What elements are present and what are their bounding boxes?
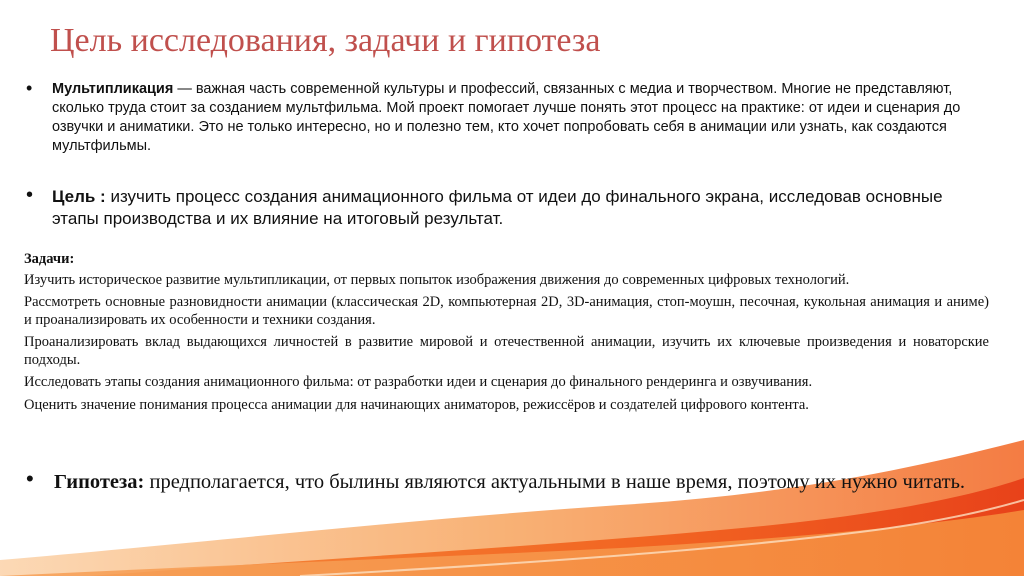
task-item: Исследовать этапы создания анимационного фильма: от разработки идеи и сценария до финального рендеринга и озвучивания. xyxy=(24,374,813,390)
intro-paragraph xyxy=(26,78,982,156)
tasks-section xyxy=(24,251,989,419)
hypothesis-text: предполагается, что былины являются актуальными в наше время, поэтому их нужно читать. xyxy=(144,471,966,493)
hypothesis-label: Гипотеза: xyxy=(54,471,145,493)
slide-title: Цель исследования, задачи и гипотеза xyxy=(50,22,601,59)
bullet-marker: • xyxy=(26,78,33,98)
bullet-marker: • xyxy=(26,466,34,491)
goal-label: Цель : xyxy=(52,187,106,206)
task-item: Оценить значение понимания процесса анимации для начинающих аниматоров, режиссёров и создателей цифрового контента. xyxy=(24,396,809,413)
task-item: Проанализировать вклад выдающихся личностей в развитие мировой и отечественной анимации, изучить их ключевые произведения и новаторские подходы. xyxy=(24,334,989,368)
hypothesis-paragraph xyxy=(26,466,984,494)
tasks-heading: Задачи: xyxy=(24,251,75,267)
goal-paragraph xyxy=(26,184,982,230)
task-item: Изучить историческое развитие мультипликации, от первых попыток изображения движения до современных цифровых технологий. xyxy=(24,271,850,288)
intro-term: Мультипликация xyxy=(52,81,174,97)
bullet-marker: • xyxy=(26,184,34,206)
task-item: Рассмотреть основные разновидности анимации (классическая 2D, компьютерная 2D, 3D-анимация, стоп-моушн, песочная, кукольная анимация и аниме) и проанализировать их особенности и техники создания. xyxy=(24,294,989,328)
intro-text: — важная часть современной культуры и профессий, связанных с медиа и творчеством. Многие не представляют, сколько труда стоит за созданием мультфильма. Мой проект помогает лучше понять этот процесс на практике: от идеи и сценария до озвучки и аниматики. Это не только интересно, но и полезно тем, кто хочет попробовать себя в анимации или узнать, как создаются мультфильмы. xyxy=(52,81,961,154)
goal-text: изучить процесс создания анимационного фильма от идеи до финального экрана, исследовав основные этапы производства и их влияние на итоговый результат. xyxy=(52,187,943,228)
